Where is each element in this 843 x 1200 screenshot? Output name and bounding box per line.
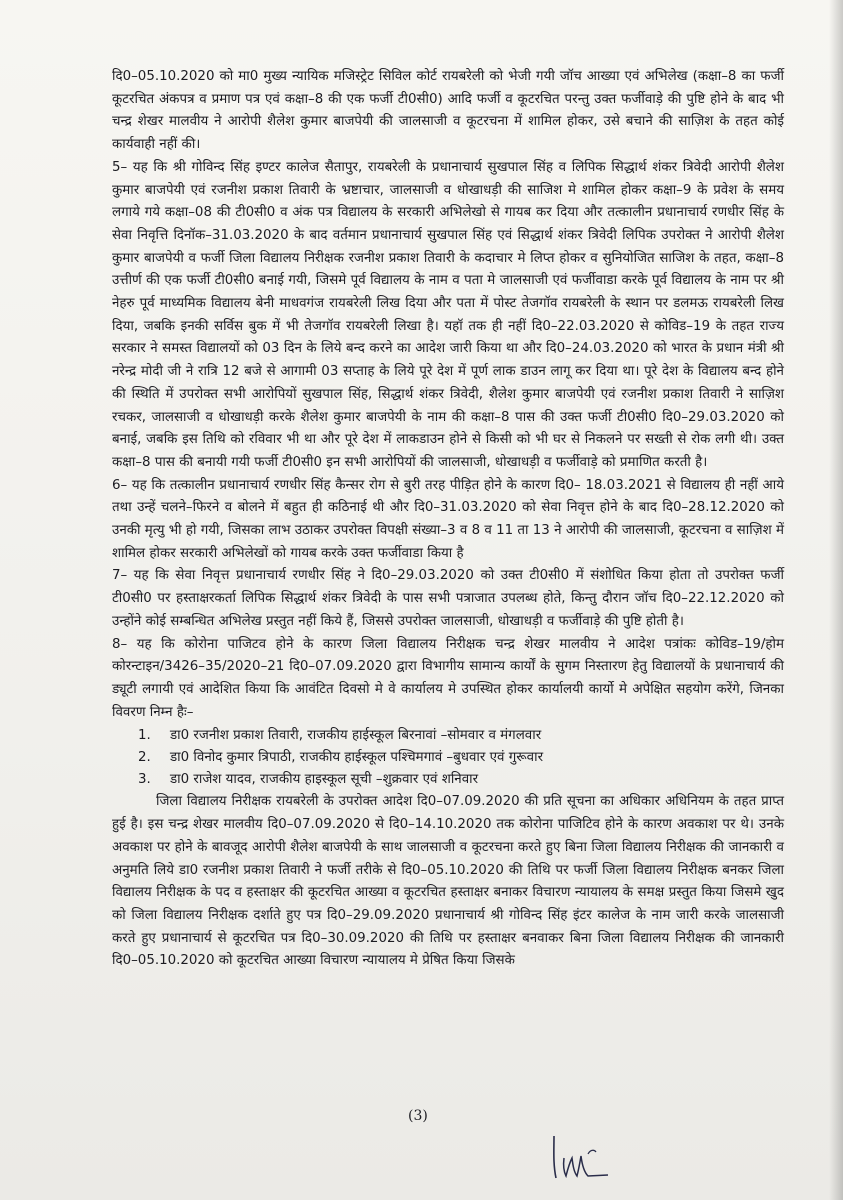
paragraph-7: 7– यह कि सेवा निवृत्त प्रधानाचार्य रणधीर सिंह ने दि0–29.03.2020 को उक्त टी0सी0 में संशोधित किया होता तो उपरोक्त फर्जी टी0सी0 पर हस्ताक्षरकर्ता लिपिक सिद्धार्थ शंकर त्रिवेदी के पास सभी पत्राजात उपलब्ध होते, किन्तु दौरान जॉच दि0–22.12.2020 को उन्होंने कोई सम्बन्धित अभिलेख प्रस्तुत नहीं किये हैं, जिससे उपरोक्त जालसाजी, धोखाधड़ी व फर्जीवाड़े की पुष्टि होती है। [112, 568, 784, 629]
document-body [112, 66, 784, 973]
paragraph-8: 8– यह कि कोरोना पाजिटव होने के कारण जिला विद्यालय निरीक्षक चन्द्र शेखर मालवीय ने आदेश पत्रांकः कोविड–19/होम कोरन्टाइन/3426–35/2020–21 दि0–07.09.2020 द्वारा विभागीय सामान्य कार्यों के सुगम निस्तारण हेतु विद्यालयों के प्रधानाचार्य की ड्यूटी लगायी एवं आदेशित किया कि आवंटित दिवसो मे वे कार्यालय मे उपस्थित होकर कार्यालयी कार्यो मे अपेक्षित सहयोग करेंगे, जिनका विवरण निम्न हैः– [112, 636, 784, 720]
list-item [112, 725, 784, 747]
list-number: 2. [138, 750, 151, 766]
list-text: डा0 राजेश यादव, राजकीय हाइस्कूल सूची –शुक्रवार एवं शनिवार [170, 772, 479, 788]
list-item [112, 769, 784, 791]
list-text: डा0 रजनीश प्रकाश तिवारी, राजकीय हाईस्कूल बिरनावां –सोमवार व मंगलवार [170, 728, 542, 744]
signature [548, 1128, 628, 1184]
page-edge-shadow [829, 0, 843, 1200]
list-number: 1. [138, 728, 151, 744]
paragraph-closing: जिला विद्यालय निरीक्षक रायबरेली के उपरोक्त आदेश दि0–07.09.2020 की प्रति सूचना का अधिकार अधिनियम के तहत प्राप्त हुई है। इस चन्द्र शेखर मालवीय दि0–07.09.2020 से दि0–14.10.2020 तक कोरोना पाजिटिव होने के कारण अवकाश पर थे। उनके अवकाश पर होने के बावजूद आरोपी शैलेश बाजपेयी के साथ जालसाजी व कूटरचना करते हुए बिना जिला विद्यालय निरीक्षक की जानकारी व अनुमति लिये डा0 रजनीश प्रकाश तिवारी ने फर्जी तरीके से दि0–05.10.2020 की तिथि पर फर्जी जिला विद्यालय निरीक्षक बनकर जिला विद्यालय निरीक्षक के पद व हस्ताक्षर की कूटरचित आख्या व कूटरचित हस्ताक्षर बनाकर विचारण न्यायालय के समक्ष प्रस्तुत किया जिसमे खुद को जिला विद्यालय निरीक्षक दर्शाते हुए पत्र दि0–29.09.2020 प्रधानाचार्य श्री गोविन्द सिंह इंटर कालेज के नाम जारी करके जालसाजी करते हुए प्रधानाचार्य से कूटरचित पत्र दि0–30.09.2020 की तिथि पर हस्ताक्षर बनवाकर बिना जिला विद्यालय निरीक्षक की जानकारी दि0–05.10.2020 को कूटरचित आख्या विचारण न्यायालय मे प्रेषित किया जिसके [112, 794, 784, 969]
duty-list [112, 725, 784, 791]
paragraph-5: 5– यह कि श्री गोविन्द सिंह इण्टर कालेज सैतापुर, रायबरेली के प्रधानाचार्य सुखपाल सिंह व लिपिक सिद्धार्थ शंकर त्रिवेदी आरोपी शैलेश कुमार बाजपेयी एवं रजनीश प्रकाश तिवारी के भ्रष्टाचार, जालसाजी व धोखाधड़ी की साजिश मे शामिल होकर कक्षा–9 के प्रवेश के समय लगाये गये कक्षा–08 की टी0सी0 व अंक पत्र विद्यालय के सरकारी अभिलेखो से गायब कर दिया और तत्कालीन प्रधानाचार्य रणधीर सिंह के सेवा निवृत्ति दिनॉक–31.03.2020 के बाद वर्तमान प्रधानाचार्य सुखपाल सिंह एवं सिद्धार्थ शंकर त्रिवेदी लिपिक उपरोक्त ने आरोपी शैलेश कुमार बाजपेयी व फर्जी जिला विद्यालय निरीक्षक रजनीश प्रकाश तिवारी के कदाचार मे लिप्त होकर व सुनियोजित साजिश के तहत, कक्षा–8 उत्तीर्ण की एक फर्जी टी0सी0 बनाई गयी, जिसमे पूर्व विद्यालय के नाम व पता मे जालसाजी एवं फर्जीवाडा करके पूर्व विद्यालय के नाम पर श्री नेहरु पूर्व माध्यमिक विद्यालय बेनी माधवगंज रायबरेली लिख दिया और पता में पोस्ट तेजगॉव रायबरेली के स्थान पर डलमऊ रायबरेली लिख दिया, जबकि इनकी सर्विस बुक में भी तेजगॉव रायबरेली लिखा है। यहॉ तक ही नहीं दि0–22.03.2020 से कोविड–19 के तहत राज्य सरकार ने समस्त विद्यालयों को 03 दिन के लिये बन्द करने का आदेश जारी किया था और दि0–24.03.2020 को भारत के प्रधान मंत्री श्री नरेन्द्र मोदी जी ने रात्रि 12 बजे से आगामी 03 सप्ताह के लिये पूरे देश में पूर्ण लाक डाउन लागू कर दिया था। पूरे देश के विद्यालय बन्द होने की स्थिति में उपरोक्त सभी आरोपियों सुखपाल सिंह, सिद्धार्थ शंकर त्रिवेदी, शैलेश कुमार बाजपेयी एवं रजनीश प्रकाश तिवारी ने साज़िश रचकर, जालसाजी व धोखाधड़ी करके शैलेश कुमार बाजपेयी के नाम की कक्षा–8 पास की उक्त फर्जी टी0सी0 दि0–29.03.2020 को बनाई, जबकि इस तिथि को रविवार भी था और पूरे देश में लाकडाउन होने से किसी को भी घर से निकलने पर सख्ती से रोक लगी थी। उक्त कक्षा–8 पास की बनायी गयी फर्जी टी0सी0 इन सभी आरोपियों की जालसाजी, धोखाधड़ी व फर्जीवाड़े को प्रमाणित करती है। [112, 159, 784, 470]
list-text: डा0 विनोद कुमार त्रिपाठी, राजकीय हाईस्कूल पश्चिमगावं –बुधवार एवं गुरूवार [170, 750, 544, 766]
paragraph-6: 6– यह कि तत्कालीन प्रधानाचार्य रणधीर सिंह कैन्सर रोग से बुरी तरह पीड़ित होने के कारण दि0– 18.03.2021 से विद्यालय ही नहीं आये तथा उन्हें चलने–फिरने व बोलने में बहुत ही कठिनाई थी और दि0–31.03.2020 को सेवा निवृत्त होने के बाद दि0–28.12.2020 को उनकी मृत्यु भी हो गयी, जिसका लाभ उठाकर उपरोक्त विपक्षी संख्या–3 व 8 व 11 ता 13 ने आरोपी की जालसाजी, कूटरचना व साज़िश में शामिल होकर सरकारी अभिलेखों को गायब करके उक्त फर्जीवाडा किया है [112, 477, 784, 561]
signature-mark-icon [548, 1128, 628, 1184]
page-number: (3) [408, 1108, 428, 1124]
list-number: 3. [138, 772, 151, 788]
paragraph-intro: दि0–05.10.2020 को मा0 मुख्य न्यायिक मजिस्ट्रेट सिविल कोर्ट रायबरेली को भेजी गयी जॉच आख्या एवं अभिलेख (कक्षा–8 का फर्जी कूटरचित अंकपत्र व प्रमाण पत्र एवं कक्षा–8 की एक फर्जी टी0सी0) आदि फर्जी व कूटरचित परन्तु उक्त फर्जीवाड़े की पुष्टि होने के बाद भी चन्द्र शेखर मालवीय ने आरोपी शैलेश कुमार बाजपेयी की जालसाजी व कूटरचना में शामिल होकर, उसे बचाने की साज़िश के तहत कोई कार्यवाही नहीं की। [112, 69, 784, 153]
list-item [112, 747, 784, 769]
